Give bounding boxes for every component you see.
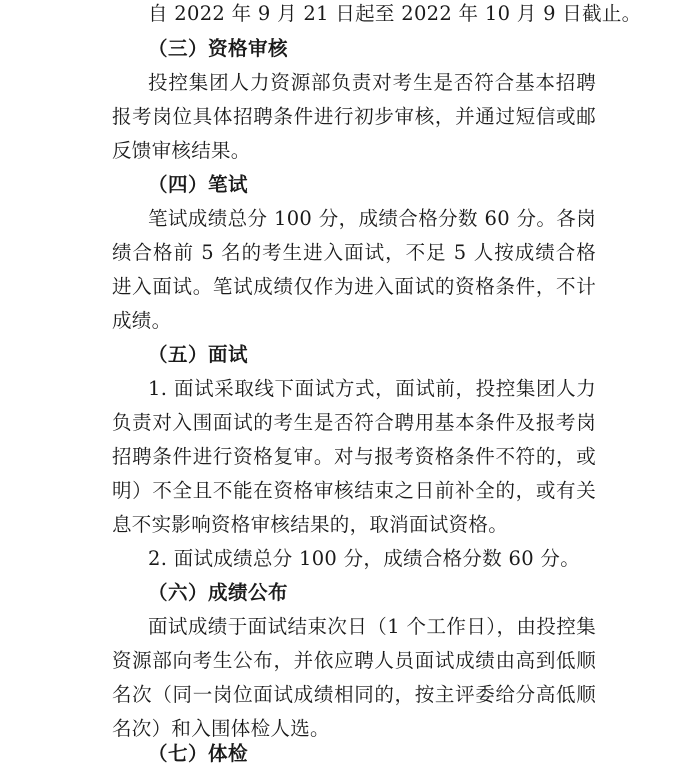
paragraph-line: 绩合格前 5 名的考生进入面试，不足 5 人按成绩合格 <box>112 241 596 264</box>
section-heading-physical-exam: （七）体检 <box>148 742 249 765</box>
paragraph-line: 反馈审核结果。 <box>112 139 251 162</box>
paragraph-line: 投控集团人力资源部负责对考生是否符合基本招聘 <box>148 71 596 94</box>
section-heading-interview: （五）面试 <box>148 343 249 366</box>
section-heading-written-exam: （四）笔试 <box>148 173 249 196</box>
section-heading-qualification-review: （三）资格审核 <box>148 37 289 60</box>
paragraph-line: 2. 面试成绩总分 100 分，成绩合格分数 60 分。 <box>148 547 581 570</box>
paragraph-line: 名次）和入围体检人选。 <box>112 717 330 740</box>
paragraph-line: 成绩。 <box>112 309 172 332</box>
paragraph-line: 面试成绩于面试结束次日（1 个工作日），由投控集 <box>148 615 596 638</box>
paragraph-line: 名次（同一岗位面试成绩相同的，按主评委给分高低顺 <box>112 683 596 706</box>
paragraph-line: 笔试成绩总分 100 分，成绩合格分数 60 分。各岗 <box>148 207 596 230</box>
paragraph-line: 资源部向考生公布，并依应聘人员面试成绩由高到低顺 <box>112 649 596 672</box>
paragraph-line: 明）不全且不能在资格审核结束之日前补全的，或有关 <box>112 479 596 502</box>
paragraph-line: 招聘条件进行资格复审。对与报考资格条件不符的，或 <box>112 445 596 468</box>
paragraph-line: 进入面试。笔试成绩仅作为进入面试的资格条件，不计 <box>112 275 596 298</box>
paragraph-line: 负责对入围面试的考生是否符合聘用基本条件及报考岗 <box>112 411 596 434</box>
paragraph-line: 息不实影响资格审核结果的，取消面试资格。 <box>112 513 509 536</box>
paragraph-line: 报考岗位具体招聘条件进行初步审核，并通过短信或邮 <box>112 105 596 128</box>
paragraph-line: 1. 面试采取线下面试方式，面试前，投控集团人力 <box>148 377 596 400</box>
paragraph-line: 自 2022 年 9 月 21 日起至 2022 年 10 月 9 日截止。 <box>148 2 642 25</box>
section-heading-results-announcement: （六）成绩公布 <box>148 581 289 604</box>
